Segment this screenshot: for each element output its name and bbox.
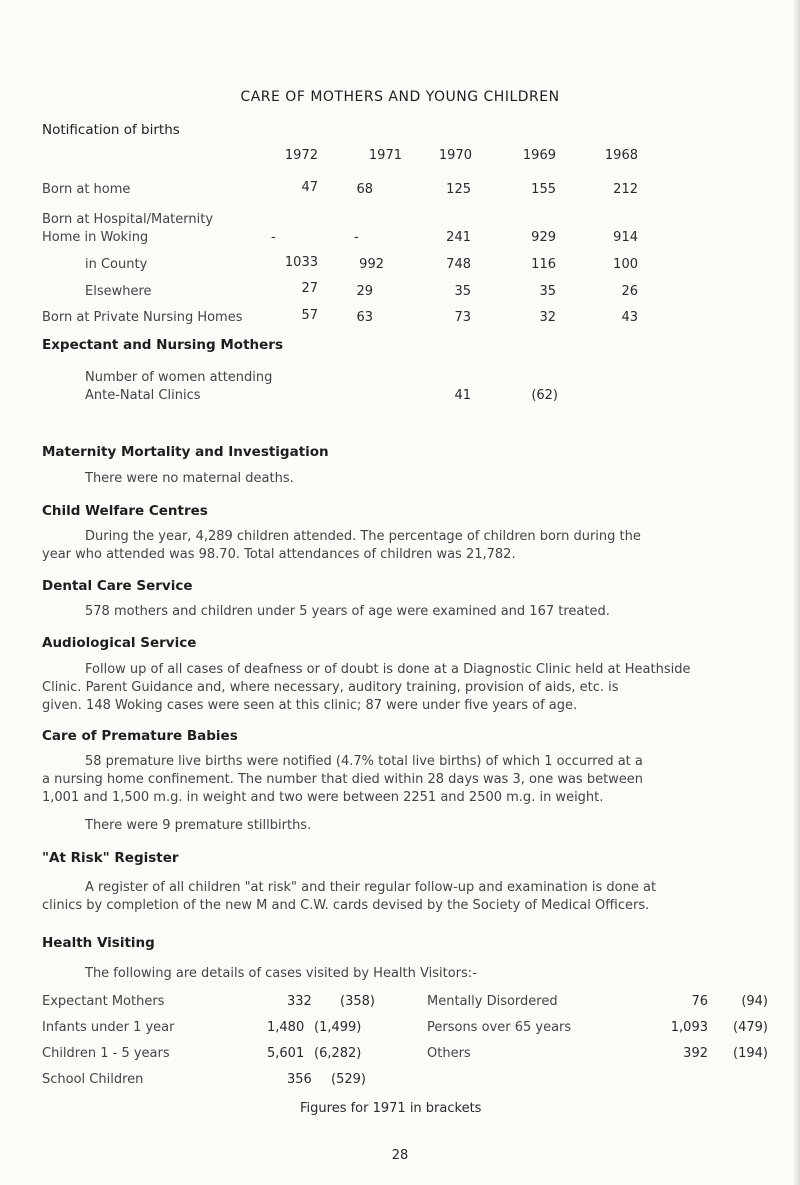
premature-line-3: 1,001 and 1,500 m.g. in weight and two were between 2251 and 2500 m.g. in weight. — [42, 790, 604, 805]
table-cell: - — [354, 230, 359, 245]
hv-left-label: Children 1 - 5 years — [42, 1046, 170, 1061]
year-header: 1970 — [438, 148, 472, 163]
table-cell: - — [271, 230, 276, 245]
section-heading-audiological: Audiological Service — [42, 635, 197, 651]
table-cell: 47 — [301, 180, 318, 195]
hv-left-value: 1,480 — [267, 1020, 305, 1035]
table-cell: 32 — [539, 310, 556, 325]
row-label: Born at home — [42, 182, 131, 197]
table-cell: 29 — [356, 284, 373, 299]
section-heading-dental: Dental Care Service — [42, 578, 193, 594]
table-cell: 155 — [531, 182, 556, 197]
premature-line-2: a nursing home confinement. The number that died within 28 days was 3, one was between — [42, 772, 644, 787]
premature-line-1: 58 premature live births were notified (4.7% total live births) of which 1 occurred at a — [85, 754, 643, 769]
section-heading-health-visiting: Health Visiting — [42, 935, 155, 951]
hv-right-label: Persons over 65 years — [427, 1020, 572, 1035]
child-welfare-line-2: year who attended was 98.70. Total attendances of children was 21,782. — [42, 547, 516, 562]
expectant-line-1: Number of women attending — [85, 370, 273, 385]
hv-right-value: 76 — [691, 994, 708, 1009]
table-cell: 241 — [446, 230, 471, 245]
hv-right-value: 392 — [683, 1046, 708, 1061]
premature-line-4: There were 9 premature stillbirths. — [85, 818, 312, 833]
table-cell: 68 — [356, 182, 373, 197]
at-risk-line-2: clinics by completion of the new M and C.W. cards devised by the Society of Medical Officers. — [42, 898, 650, 913]
year-header: 1972 — [284, 148, 318, 163]
page-title: CARE OF MOTHERS AND YOUNG CHILDREN — [240, 89, 560, 105]
hv-left-label: Expectant Mothers — [42, 994, 165, 1009]
expectant-value-prev: (62) — [531, 388, 558, 403]
hv-left-prev: (358) — [340, 994, 375, 1009]
page-edge-shadow — [794, 0, 800, 1185]
hv-left-value: 5,601 — [267, 1046, 305, 1061]
hv-left-prev: (6,282) — [314, 1046, 362, 1061]
row-label: Elsewhere — [85, 284, 152, 299]
audiological-line-1: Follow up of all cases of deafness or of doubt is done at a Diagnostic Clinic held at Heathside — [85, 662, 691, 677]
child-welfare-line-1: During the year, 4,289 children attended. The percentage of children born during the — [85, 529, 641, 544]
hv-left-prev: (1,499) — [314, 1020, 362, 1035]
year-header: 1969 — [522, 148, 556, 163]
audiological-line-2: Clinic. Parent Guidance and, where necessary, auditory training, provision of aids, etc. is — [42, 680, 619, 695]
hv-right-value: 1,093 — [670, 1020, 708, 1035]
year-header: 1971 — [368, 148, 402, 163]
table-cell: 116 — [531, 257, 556, 272]
page-number: 28 — [391, 1148, 409, 1163]
table-cell: 73 — [454, 310, 471, 325]
table-cell: 63 — [356, 310, 373, 325]
row-label: Born at Hospital/Maternity — [42, 212, 214, 227]
health-visiting-intro: The following are details of cases visited by Health Visitors:- — [85, 966, 477, 981]
hv-left-value: 332 — [287, 994, 312, 1009]
row-label: in County — [85, 257, 148, 272]
table-cell: 992 — [359, 257, 384, 272]
table-cell: 27 — [301, 281, 318, 296]
table-cell: 57 — [301, 308, 318, 323]
table-cell: 914 — [613, 230, 638, 245]
section-heading-maternity: Maternity Mortality and Investigation — [42, 444, 329, 460]
table-cell: 212 — [613, 182, 638, 197]
table-cell: 26 — [621, 284, 638, 299]
row-label-continued: Home in Woking — [42, 230, 149, 245]
hv-left-prev: (529) — [331, 1072, 366, 1087]
year-header: 1968 — [604, 148, 638, 163]
audiological-line-3: given. 148 Woking cases were seen at this clinic; 87 were under five years of age. — [42, 698, 578, 713]
at-risk-line-1: A register of all children "at risk" and their regular follow-up and examination is done at — [85, 880, 657, 895]
section-heading-child-welfare: Child Welfare Centres — [42, 503, 208, 519]
table-cell: 125 — [446, 182, 471, 197]
expectant-value: 41 — [454, 388, 471, 403]
expectant-line-2: Ante-Natal Clinics — [85, 388, 201, 403]
table-cell: 35 — [454, 284, 471, 299]
table-cell: 1033 — [284, 255, 318, 270]
table-cell: 35 — [539, 284, 556, 299]
table-cell: 929 — [531, 230, 556, 245]
hv-right-prev: (94) — [741, 994, 768, 1009]
table-cell: 748 — [446, 257, 471, 272]
hv-right-prev: (479) — [733, 1020, 768, 1035]
section-heading-premature: Care of Premature Babies — [42, 728, 238, 744]
table-cell: 100 — [613, 257, 638, 272]
table-cell: 43 — [621, 310, 638, 325]
dental-text: 578 mothers and children under 5 years of age were examined and 167 treated. — [85, 604, 610, 619]
section-heading-expectant: Expectant and Nursing Mothers — [42, 337, 283, 353]
hv-left-label: School Children — [42, 1072, 144, 1087]
section-heading-at-risk: "At Risk" Register — [42, 850, 179, 866]
row-label: Born at Private Nursing Homes — [42, 310, 243, 325]
maternity-text: There were no maternal deaths. — [85, 471, 294, 486]
hv-right-label: Mentally Disordered — [427, 994, 558, 1009]
section-heading-notification: Notification of births — [42, 122, 180, 138]
health-visiting-footnote: Figures for 1971 in brackets — [300, 1101, 482, 1116]
hv-right-label: Others — [427, 1046, 471, 1061]
hv-left-label: Infants under 1 year — [42, 1020, 175, 1035]
hv-right-prev: (194) — [733, 1046, 768, 1061]
hv-left-value: 356 — [287, 1072, 312, 1087]
